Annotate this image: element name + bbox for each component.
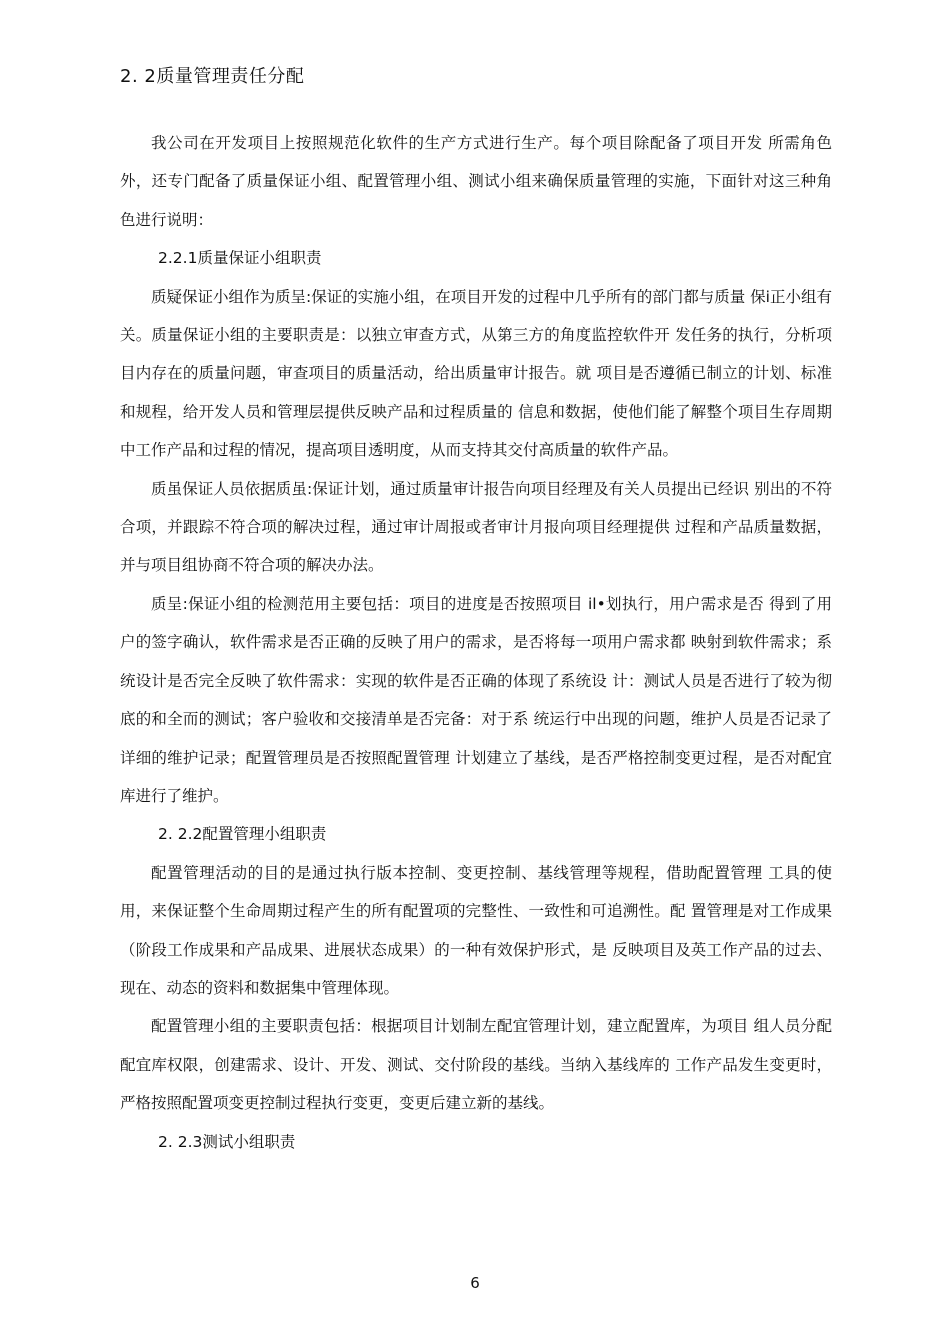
intro-paragraph: 我公司在开发项目上按照规范化软件的生产方式进行生产。每个项目除配备了项目开发 所需角色外，还专门配备了质量保证小组、配置管理小组、测试小组来确保质量管理的实施，下面针对这三种角色进行说明： — [120, 134, 832, 229]
document-body — [120, 124, 832, 1161]
qa-paragraph-3: 质呈:保证小组的检测范用主要包括：项目的进度是否按照项目 il•划执行，用户需求是否 得到了用户的签字确认，软件需求是否正确的反映了用户的需求，是否将每一项用户需求都 映射到软件需求；系统设计是否完全反映了软件需求：实现的软件是否正确的体现了系统设 计：测试人员是否进行了较为彻底的和全而的测试；客户验收和交接清单是否完备：对于系 统运行中出现的问题，维护人员是否记录了详细的维护记录；配置管理员是否按照配置管理 计划建立了基线，是否严格控制变更过程，是否对配宜库进行了维护。 — [120, 594, 832, 805]
section-heading: 2. 2质量管理责任分配 — [120, 66, 305, 87]
qa-heading: 2.2.1质量保证小组职责 — [158, 249, 322, 268]
qa-paragraph-1: 质疑保证小组作为质呈:保证的实施小组，在项目开发的过程中几乎所有的部门都与质量 保i正小组有关。质量保证小组的主要职责是：以独立审查方式，从第三方的角度监控软件开 发任务的执行，分析项目内存在的质量问题，审查项目的质量活动，给出质量审计报告。就 项目是否遵循已制立的计划、标准和规程，给开发人员和管理层提供反映产品和过程质量的 信息和数据，使他们能了解整个项目生存周期中工作产品和过程的情况，提高项目透明度，从而支持其交付高质量的软件产品。 — [120, 287, 832, 460]
page-number: 6 — [470, 1274, 480, 1292]
cm-paragraph-1: 配置管理活动的目的是通过执行版本控制、变更控制、基线管理等规程，借助配置管理 工具的使用，来保证整个生命周期过程产生的所有配置项的完整性、一致性和可追溯性。配 置管理是对工作成果（阶段工作成果和产品成果、进展状态成果）的一种有效保护形式，是 反映项目及英工作产品的过去、现在、动态的资料和数据集中管理体现。 — [120, 863, 832, 997]
cm-paragraph-2: 配置管理小组的主要职责包括：根据项目计划制左配宜管理计划，建立配置库，为项目 组人员分配配宜库权限，创建需求、设计、开发、测试、交付阶段的基线。当纳入基线库的 工作产品发生变更时，严格按照配置项变更控制过程执行变更，变更后建立新的基线。 — [120, 1017, 832, 1113]
qa-paragraph-2: 质虽保证人员依据质虽:保证计划，通过质量审计报告向项目经理及有关人员提出已经识 别出的不符合项，并跟踪不符合项的解决过程，通过审计周报或者审计月报向项目经理提供 过程和产品质量数据，并与项目组协商不符合项的解决办法。 — [120, 479, 832, 575]
test-heading: 2. 2.3测试小组职责 — [158, 1132, 296, 1151]
cm-heading: 2. 2.2配置管理小组职责 — [158, 825, 327, 844]
